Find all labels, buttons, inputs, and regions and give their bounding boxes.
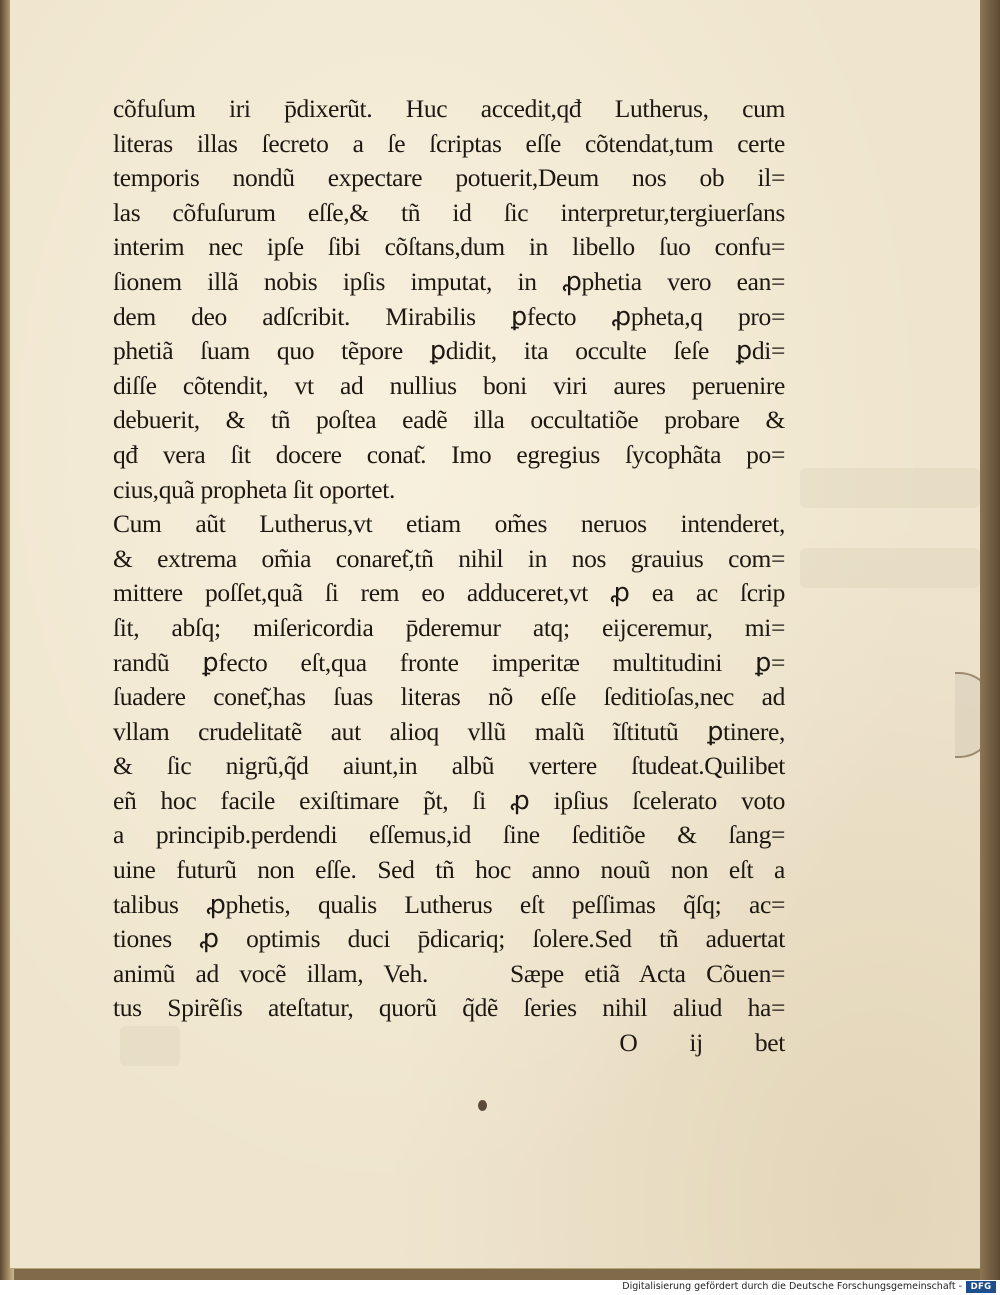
text-line: animũ ad vocẽ illam, Veh. Sæpe etiã Acta Cõuen= <box>113 958 785 988</box>
text-line: Cum aũt Lutherus,vt etiam om̃es neruos intenderet, <box>113 509 785 539</box>
text-line: & extrema om̃ia conaret͂,tñ nihil in nos grauius com= <box>113 543 785 573</box>
text-line: tiones ꝓ optimis duci p̄dicariq; ſolere.Sed tñ aduertat <box>113 924 785 954</box>
catchword: bet <box>754 1028 785 1058</box>
show-through-smudge <box>800 548 980 588</box>
paper-spot <box>478 1100 487 1111</box>
text-line: debuerit, & tñ poſtea eadẽ illa occultatiõe probare & <box>113 405 785 435</box>
signature-leaf-number: ij <box>689 1028 703 1058</box>
text-line: cõfuſum iri p̄dixerũt. Huc accedit,qđ Lutherus, cum <box>113 94 785 123</box>
text-line: dem deo adſcribit. Mirabilis ꝑfecto ꝓpheta,q pro= <box>113 301 785 331</box>
signature-line <box>113 1026 785 1061</box>
text-line: phetiã ſuam quo tẽpore ꝑdidit, ita occulte ſeſe ꝑdi= <box>113 336 785 366</box>
text-line: cius,quã propheta ſit oportet. <box>113 474 395 504</box>
text-line: uine futurũ non eſſe. Sed tñ hoc anno nouũ non eſt a <box>113 855 785 885</box>
text-line: randũ ꝑfecto eſt,qua fronte imperitæ multitudini ꝑ= <box>113 647 785 677</box>
signature-mark: O <box>619 1028 638 1058</box>
text-line: qđ vera ſit docere conat͂. Imo egregius ſycophãta po= <box>113 439 785 469</box>
dfg-logo[interactable]: DFG <box>966 1281 996 1293</box>
text-line: tus Spirẽſis ateſtatur, quorũ q̃dẽ ſeries nihil aliud ha= <box>113 993 785 1023</box>
text-line: talibus ꝓphetis, qualis Lutherus eſt peſſimas q̃ſq; ac= <box>113 889 785 919</box>
right-page-edge <box>980 0 1000 1280</box>
text-line: ſit, abſq; miſericordia p̄deremur atq; eijceremur, mi= <box>113 612 785 642</box>
show-through-smudge <box>800 468 980 508</box>
text-line: las cõfuſurum eſſe,& tñ id ſic interpretur,tergiuerſans <box>113 197 785 227</box>
text-line: a principib.perdendi eſſemus,id ſine ſeditiõe & ſang= <box>113 820 785 850</box>
text-line: mittere poſſet,quã ſi rem eo adduceret,vt ꝓ ea ac ſcrip <box>113 578 785 608</box>
text-line: literas illas ſecreto a ſe ſcriptas eſſe cõtendat,tum certe <box>113 128 785 158</box>
funding-credit: Digitalisierung gefördert durch die Deutsche Forschungsgemeinschaft - <box>622 1281 962 1292</box>
text-line: ſuadere conet͂,has ſuas literas nõ eſſe ſeditioſas,nec ad <box>113 682 785 712</box>
printed-text-block <box>113 92 785 1061</box>
digitization-footer <box>0 1280 1000 1295</box>
text-line: diſſe cõtendit, vt ad nullius boni viri aures peruenire <box>113 370 785 400</box>
text-line: & ſic nigrũ,q̃d aiunt,in albũ vertere ſtudeat.Quilibet <box>113 751 785 781</box>
text-line: ſionem illã nobis ipſis imputat, in ꝓphetia vero ean= <box>113 266 785 296</box>
text-line: vllam crudelitatẽ aut alioq vllũ malũ ĩſtitutũ ꝑtinere, <box>113 716 785 746</box>
text-line: eñ hoc facile exiſtimare p̃t, ſi ꝓ ipſius ſcelerato voto <box>113 785 785 815</box>
text-line: temporis nondũ expectare potuerit,Deum nos ob il= <box>113 163 785 193</box>
text-line: interim nec ipſe ſibi cõſtans,dum in libello ſuo confu= <box>113 232 785 262</box>
